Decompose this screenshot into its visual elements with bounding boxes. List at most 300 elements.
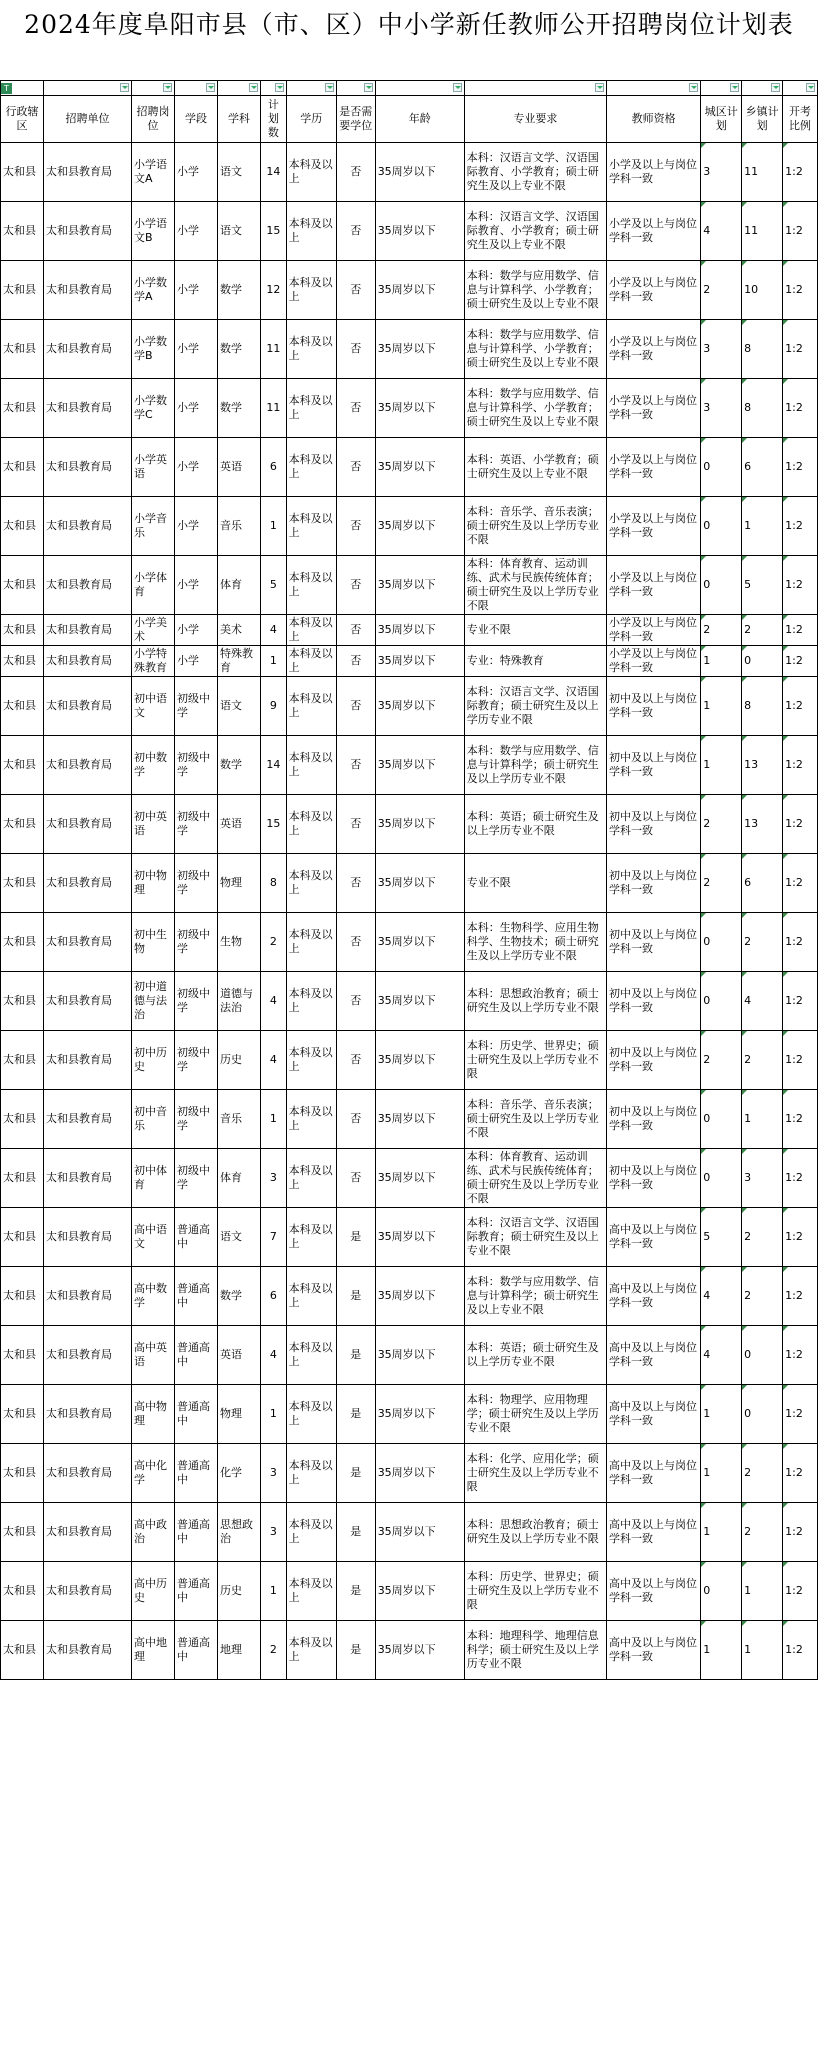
cell-urban-plan: 1 (701, 1385, 742, 1444)
table-row (1, 972, 818, 1031)
filter-dropdown-icon[interactable] (730, 83, 739, 92)
cell-exam-ratio: 1:2 (783, 854, 818, 913)
cell-education: 本科及以上 (286, 854, 336, 913)
cell-stage: 初级中学 (175, 854, 218, 913)
cell-unit: 太和县教育局 (44, 1031, 132, 1090)
cell-stage: 普通高中 (175, 1503, 218, 1562)
table-row (1, 497, 818, 556)
cell-plan-count: 11 (261, 320, 287, 379)
cell-position: 初中生物 (132, 913, 175, 972)
cell-degree-required: 否 (336, 202, 375, 261)
cell-education: 本科及以上 (286, 795, 336, 854)
cell-stage: 初级中学 (175, 1090, 218, 1149)
table-row (1, 143, 818, 202)
cell-degree-required: 否 (336, 1090, 375, 1149)
cell-degree-required: 否 (336, 677, 375, 736)
cell-unit: 太和县教育局 (44, 320, 132, 379)
cell-position: 小学音乐 (132, 497, 175, 556)
cell-exam-ratio: 1:2 (783, 1385, 818, 1444)
cell-district: 太和县 (1, 497, 44, 556)
cell-qualification: 小学及以上与岗位学科一致 (607, 143, 701, 202)
cell-degree-required: 否 (336, 320, 375, 379)
cell-stage: 小学 (175, 646, 218, 677)
filter-dropdown-icon[interactable] (689, 83, 698, 92)
cell-position: 初中音乐 (132, 1090, 175, 1149)
cell-position: 初中物理 (132, 854, 175, 913)
cell-unit: 太和县教育局 (44, 646, 132, 677)
cell-exam-ratio: 1:2 (783, 677, 818, 736)
cell-subject: 英语 (218, 1326, 261, 1385)
cell-exam-ratio: 1:2 (783, 1444, 818, 1503)
cell-unit: 太和县教育局 (44, 1444, 132, 1503)
cell-exam-ratio: 1:2 (783, 795, 818, 854)
cell-age: 35周岁以下 (375, 854, 464, 913)
cell-position: 小学体育 (132, 556, 175, 615)
table-row (1, 736, 818, 795)
cell-urban-plan: 1 (701, 1621, 742, 1680)
cell-district: 太和县 (1, 972, 44, 1031)
cell-stage: 初级中学 (175, 795, 218, 854)
cell-stage: 小学 (175, 379, 218, 438)
cell-age: 35周岁以下 (375, 795, 464, 854)
cell-education: 本科及以上 (286, 736, 336, 795)
cell-plan-count: 3 (261, 1503, 287, 1562)
cell-rural-plan: 0 (742, 646, 783, 677)
cell-major: 本科：数学与应用数学、信息与计算科学；硕士研究生及以上专业不限 (464, 1267, 606, 1326)
cell-stage: 普通高中 (175, 1444, 218, 1503)
cell-degree-required: 是 (336, 1208, 375, 1267)
cell-district: 太和县 (1, 795, 44, 854)
cell-rural-plan: 2 (742, 1267, 783, 1326)
cell-qualification: 高中及以上与岗位学科一致 (607, 1267, 701, 1326)
cell-degree-required: 是 (336, 1562, 375, 1621)
cell-plan-count: 4 (261, 615, 287, 646)
cell-education: 本科及以上 (286, 1090, 336, 1149)
cell-urban-plan: 0 (701, 497, 742, 556)
cell-position: 小学数学C (132, 379, 175, 438)
table-row (1, 320, 818, 379)
cell-unit: 太和县教育局 (44, 1503, 132, 1562)
table-row (1, 646, 818, 677)
cell-age: 35周岁以下 (375, 1208, 464, 1267)
cell-major: 专业：特殊教育 (464, 646, 606, 677)
cell-position: 初中数学 (132, 736, 175, 795)
cell-exam-ratio: 1:2 (783, 320, 818, 379)
cell-district: 太和县 (1, 1208, 44, 1267)
cell-education: 本科及以上 (286, 972, 336, 1031)
cell-urban-plan: 4 (701, 1267, 742, 1326)
column-header-major: 专业要求 (464, 96, 606, 143)
cell-major: 专业不限 (464, 854, 606, 913)
filter-cell[interactable] (336, 81, 375, 96)
cell-rural-plan: 6 (742, 854, 783, 913)
filter-cell[interactable] (132, 81, 175, 96)
cell-plan-count: 5 (261, 556, 287, 615)
cell-degree-required: 否 (336, 646, 375, 677)
cell-plan-count: 1 (261, 646, 287, 677)
cell-position: 小学数学B (132, 320, 175, 379)
cell-exam-ratio: 1:2 (783, 261, 818, 320)
cell-plan-count: 11 (261, 379, 287, 438)
column-header-plan-count: 计划数 (261, 96, 287, 143)
cell-rural-plan: 10 (742, 261, 783, 320)
cell-major: 本科：历史学、世界史；硕士研究生及以上学历专业不限 (464, 1562, 606, 1621)
cell-education: 本科及以上 (286, 320, 336, 379)
cell-rural-plan: 0 (742, 1326, 783, 1385)
cell-exam-ratio: 1:2 (783, 1031, 818, 1090)
cell-district: 太和县 (1, 1326, 44, 1385)
cell-unit: 太和县教育局 (44, 854, 132, 913)
column-header-qualification: 教师资格 (607, 96, 701, 143)
cell-district: 太和县 (1, 320, 44, 379)
cell-unit: 太和县教育局 (44, 1385, 132, 1444)
cell-stage: 小学 (175, 320, 218, 379)
cell-major: 本科：汉语言文学、汉语国际教育、小学教育；硕士研究生及以上专业不限 (464, 202, 606, 261)
cell-plan-count: 15 (261, 795, 287, 854)
table-row (1, 1326, 818, 1385)
cell-qualification: 小学及以上与岗位学科一致 (607, 202, 701, 261)
cell-education: 本科及以上 (286, 1031, 336, 1090)
filter-dropdown-icon[interactable] (595, 83, 604, 92)
cell-education: 本科及以上 (286, 615, 336, 646)
table-row (1, 795, 818, 854)
cell-plan-count: 12 (261, 261, 287, 320)
cell-district: 太和县 (1, 913, 44, 972)
cell-exam-ratio: 1:2 (783, 202, 818, 261)
cell-rural-plan: 8 (742, 379, 783, 438)
cell-exam-ratio: 1:2 (783, 1621, 818, 1680)
cell-rural-plan: 2 (742, 1031, 783, 1090)
filter-dropdown-icon[interactable] (275, 83, 284, 92)
cell-age: 35周岁以下 (375, 1621, 464, 1680)
cell-major: 本科：音乐学、音乐表演；硕士研究生及以上学历专业不限 (464, 1090, 606, 1149)
cell-district: 太和县 (1, 677, 44, 736)
cell-exam-ratio: 1:2 (783, 556, 818, 615)
cell-subject: 数学 (218, 320, 261, 379)
cell-position: 高中语文 (132, 1208, 175, 1267)
cell-exam-ratio: 1:2 (783, 497, 818, 556)
cell-district: 太和县 (1, 1385, 44, 1444)
cell-urban-plan: 2 (701, 854, 742, 913)
cell-rural-plan: 1 (742, 1562, 783, 1621)
cell-stage: 小学 (175, 438, 218, 497)
cell-degree-required: 否 (336, 972, 375, 1031)
cell-plan-count: 6 (261, 1267, 287, 1326)
cell-rural-plan: 1 (742, 1621, 783, 1680)
cell-education: 本科及以上 (286, 379, 336, 438)
cell-plan-count: 8 (261, 854, 287, 913)
cell-plan-count: 3 (261, 1149, 287, 1208)
cell-stage: 普通高中 (175, 1326, 218, 1385)
filter-cell[interactable] (607, 81, 701, 96)
cell-major: 本科：音乐学、音乐表演；硕士研究生及以上学历专业不限 (464, 497, 606, 556)
cell-major: 专业不限 (464, 615, 606, 646)
cell-qualification: 高中及以上与岗位学科一致 (607, 1503, 701, 1562)
cell-district: 太和县 (1, 556, 44, 615)
cell-plan-count: 15 (261, 202, 287, 261)
cell-degree-required: 否 (336, 1031, 375, 1090)
cell-position: 高中地理 (132, 1621, 175, 1680)
cell-subject: 物理 (218, 854, 261, 913)
cell-unit: 太和县教育局 (44, 556, 132, 615)
table-row (1, 1503, 818, 1562)
cell-stage: 小学 (175, 143, 218, 202)
cell-exam-ratio: 1:2 (783, 615, 818, 646)
filter-cell[interactable] (701, 81, 742, 96)
cell-rural-plan: 2 (742, 1444, 783, 1503)
cell-education: 本科及以上 (286, 1326, 336, 1385)
cell-education: 本科及以上 (286, 1444, 336, 1503)
cell-qualification: 小学及以上与岗位学科一致 (607, 438, 701, 497)
filter-dropdown-icon[interactable] (364, 83, 373, 92)
cell-qualification: 高中及以上与岗位学科一致 (607, 1562, 701, 1621)
cell-rural-plan: 1 (742, 1090, 783, 1149)
cell-qualification: 高中及以上与岗位学科一致 (607, 1444, 701, 1503)
cell-unit: 太和县教育局 (44, 795, 132, 854)
filter-dropdown-icon[interactable] (771, 83, 780, 92)
cell-urban-plan: 0 (701, 913, 742, 972)
cell-subject: 体育 (218, 556, 261, 615)
cell-position: 初中道德与法治 (132, 972, 175, 1031)
table-row (1, 556, 818, 615)
cell-unit: 太和县教育局 (44, 202, 132, 261)
cell-major: 本科：化学、应用化学；硕士研究生及以上学历专业不限 (464, 1444, 606, 1503)
cell-position: 高中化学 (132, 1444, 175, 1503)
cell-district: 太和县 (1, 854, 44, 913)
table-row (1, 854, 818, 913)
cell-degree-required: 否 (336, 143, 375, 202)
cell-age: 35周岁以下 (375, 1326, 464, 1385)
filter-cell[interactable] (1, 81, 44, 96)
cell-subject: 语文 (218, 143, 261, 202)
cell-major: 本科：英语；硕士研究生及以上学历专业不限 (464, 1326, 606, 1385)
cell-degree-required: 否 (336, 379, 375, 438)
cell-position: 小学英语 (132, 438, 175, 497)
cell-major: 本科：思想政治教育；硕士研究生及以上学历专业不限 (464, 1503, 606, 1562)
cell-district: 太和县 (1, 1444, 44, 1503)
cell-age: 35周岁以下 (375, 972, 464, 1031)
filter-dropdown-icon[interactable] (453, 83, 462, 92)
cell-stage: 普通高中 (175, 1621, 218, 1680)
cell-education: 本科及以上 (286, 1208, 336, 1267)
cell-position: 初中历史 (132, 1031, 175, 1090)
cell-subject: 音乐 (218, 1090, 261, 1149)
cell-degree-required: 是 (336, 1621, 375, 1680)
cell-major: 本科：数学与应用数学、信息与计算科学、小学教育；硕士研究生及以上专业不限 (464, 379, 606, 438)
cell-position: 初中体育 (132, 1149, 175, 1208)
cell-subject: 语文 (218, 1208, 261, 1267)
cell-rural-plan: 4 (742, 972, 783, 1031)
cell-age: 35周岁以下 (375, 913, 464, 972)
cell-subject: 特殊教育 (218, 646, 261, 677)
cell-stage: 初级中学 (175, 677, 218, 736)
cell-urban-plan: 2 (701, 1031, 742, 1090)
filter-cell[interactable] (375, 81, 464, 96)
cell-age: 35周岁以下 (375, 1090, 464, 1149)
page-title: 2024年度阜阳市县（市、区）中小学新任教师公开招聘岗位计划表 (24, 10, 794, 39)
cell-major: 本科：数学与应用数学、信息与计算科学、小学教育；硕士研究生及以上专业不限 (464, 261, 606, 320)
cell-qualification: 小学及以上与岗位学科一致 (607, 646, 701, 677)
cell-qualification: 高中及以上与岗位学科一致 (607, 1326, 701, 1385)
filter-dropdown-icon[interactable] (120, 83, 129, 92)
cell-urban-plan: 4 (701, 202, 742, 261)
cell-major: 本科：数学与应用数学、信息与计算科学；硕士研究生及以上学历专业不限 (464, 736, 606, 795)
filter-dropdown-icon[interactable] (163, 83, 172, 92)
cell-unit: 太和县教育局 (44, 1621, 132, 1680)
cell-rural-plan: 13 (742, 795, 783, 854)
cell-age: 35周岁以下 (375, 615, 464, 646)
filter-dropdown-icon[interactable] (325, 83, 334, 92)
cell-subject: 地理 (218, 1621, 261, 1680)
cell-unit: 太和县教育局 (44, 1562, 132, 1621)
cell-education: 本科及以上 (286, 438, 336, 497)
cell-major: 本科：数学与应用数学、信息与计算科学、小学教育；硕士研究生及以上专业不限 (464, 320, 606, 379)
cell-age: 35周岁以下 (375, 646, 464, 677)
cell-district: 太和县 (1, 202, 44, 261)
cell-plan-count: 4 (261, 1326, 287, 1385)
cell-exam-ratio: 1:2 (783, 1149, 818, 1208)
filter-cell[interactable] (742, 81, 783, 96)
cell-age: 35周岁以下 (375, 1562, 464, 1621)
cell-education: 本科及以上 (286, 1503, 336, 1562)
cell-major: 本科：历史学、世界史；硕士研究生及以上学历专业不限 (464, 1031, 606, 1090)
filter-dropdown-icon[interactable] (249, 83, 258, 92)
cell-qualification: 小学及以上与岗位学科一致 (607, 261, 701, 320)
cell-age: 35周岁以下 (375, 1444, 464, 1503)
filter-cell[interactable] (218, 81, 261, 96)
cell-subject: 语文 (218, 202, 261, 261)
table-row (1, 1562, 818, 1621)
cell-exam-ratio: 1:2 (783, 1267, 818, 1326)
column-header-stage: 学段 (175, 96, 218, 143)
cell-urban-plan: 0 (701, 556, 742, 615)
table-row (1, 1090, 818, 1149)
cell-exam-ratio: 1:2 (783, 1326, 818, 1385)
cell-unit: 太和县教育局 (44, 615, 132, 646)
cell-degree-required: 否 (336, 556, 375, 615)
cell-major: 本科：地理科学、地理信息科学；硕士研究生及以上学历专业不限 (464, 1621, 606, 1680)
cell-stage: 小学 (175, 497, 218, 556)
cell-rural-plan: 2 (742, 615, 783, 646)
cell-subject: 历史 (218, 1562, 261, 1621)
cell-age: 35周岁以下 (375, 677, 464, 736)
column-header-unit: 招聘单位 (44, 96, 132, 143)
cell-unit: 太和县教育局 (44, 1267, 132, 1326)
cell-plan-count: 4 (261, 972, 287, 1031)
table-row (1, 438, 818, 497)
filter-cell[interactable] (44, 81, 132, 96)
cell-rural-plan: 8 (742, 677, 783, 736)
column-header-district: 行政辖区 (1, 96, 44, 143)
cell-qualification: 高中及以上与岗位学科一致 (607, 1385, 701, 1444)
cell-unit: 太和县教育局 (44, 677, 132, 736)
recruitment-table (0, 80, 818, 1680)
header-row (1, 96, 818, 143)
cell-age: 35周岁以下 (375, 556, 464, 615)
cell-subject: 语文 (218, 677, 261, 736)
cell-qualification: 初中及以上与岗位学科一致 (607, 677, 701, 736)
cell-major: 本科：汉语言文学、汉语国际教育；硕士研究生及以上学历专业不限 (464, 677, 606, 736)
filter-toggle-icon[interactable]: T (1, 83, 12, 94)
cell-degree-required: 否 (336, 913, 375, 972)
column-header-rural-plan: 乡镇计划 (742, 96, 783, 143)
cell-major: 本科：汉语言文学、汉语国际教育；硕士研究生及以上专业不限 (464, 1208, 606, 1267)
cell-stage: 普通高中 (175, 1562, 218, 1621)
cell-district: 太和县 (1, 143, 44, 202)
cell-qualification: 初中及以上与岗位学科一致 (607, 736, 701, 795)
filter-cell[interactable] (464, 81, 606, 96)
cell-qualification: 小学及以上与岗位学科一致 (607, 320, 701, 379)
cell-subject: 物理 (218, 1385, 261, 1444)
cell-degree-required: 是 (336, 1444, 375, 1503)
table-row (1, 677, 818, 736)
cell-position: 初中语文 (132, 677, 175, 736)
cell-rural-plan: 1 (742, 497, 783, 556)
cell-position: 高中数学 (132, 1267, 175, 1326)
cell-rural-plan: 2 (742, 1208, 783, 1267)
cell-stage: 小学 (175, 261, 218, 320)
cell-unit: 太和县教育局 (44, 261, 132, 320)
cell-position: 高中物理 (132, 1385, 175, 1444)
cell-age: 35周岁以下 (375, 143, 464, 202)
cell-degree-required: 是 (336, 1385, 375, 1444)
cell-urban-plan: 2 (701, 795, 742, 854)
table-row (1, 913, 818, 972)
cell-subject: 英语 (218, 438, 261, 497)
table-row (1, 1267, 818, 1326)
cell-qualification: 初中及以上与岗位学科一致 (607, 1149, 701, 1208)
table-row (1, 261, 818, 320)
cell-urban-plan: 1 (701, 677, 742, 736)
cell-urban-plan: 0 (701, 438, 742, 497)
table-row (1, 1621, 818, 1680)
cell-plan-count: 1 (261, 1562, 287, 1621)
cell-age: 35周岁以下 (375, 261, 464, 320)
cell-district: 太和县 (1, 736, 44, 795)
cell-degree-required: 否 (336, 736, 375, 795)
cell-plan-count: 4 (261, 1031, 287, 1090)
cell-exam-ratio: 1:2 (783, 438, 818, 497)
column-header-urban-plan: 城区计划 (701, 96, 742, 143)
filter-cell[interactable] (261, 81, 287, 96)
filter-dropdown-icon[interactable] (206, 83, 215, 92)
table-row (1, 1208, 818, 1267)
cell-urban-plan: 2 (701, 615, 742, 646)
cell-subject: 数学 (218, 1267, 261, 1326)
filter-cell[interactable] (175, 81, 218, 96)
cell-education: 本科及以上 (286, 913, 336, 972)
filter-cell[interactable] (286, 81, 336, 96)
cell-education: 本科及以上 (286, 143, 336, 202)
table-row (1, 1031, 818, 1090)
cell-unit: 太和县教育局 (44, 913, 132, 972)
cell-major: 本科：体育教育、运动训练、武术与民族传统体育；硕士研究生及以上学历专业不限 (464, 1149, 606, 1208)
cell-exam-ratio: 1:2 (783, 1562, 818, 1621)
cell-urban-plan: 1 (701, 646, 742, 677)
cell-major: 本科：体育教育、运动训练、武术与民族传统体育；硕士研究生及以上学历专业不限 (464, 556, 606, 615)
cell-stage: 小学 (175, 556, 218, 615)
cell-subject: 数学 (218, 736, 261, 795)
filter-dropdown-icon[interactable] (806, 83, 815, 92)
cell-subject: 美术 (218, 615, 261, 646)
cell-unit: 太和县教育局 (44, 972, 132, 1031)
filter-cell[interactable] (783, 81, 818, 96)
cell-rural-plan: 3 (742, 1149, 783, 1208)
cell-plan-count: 6 (261, 438, 287, 497)
cell-degree-required: 否 (336, 497, 375, 556)
cell-exam-ratio: 1:2 (783, 646, 818, 677)
cell-age: 35周岁以下 (375, 438, 464, 497)
